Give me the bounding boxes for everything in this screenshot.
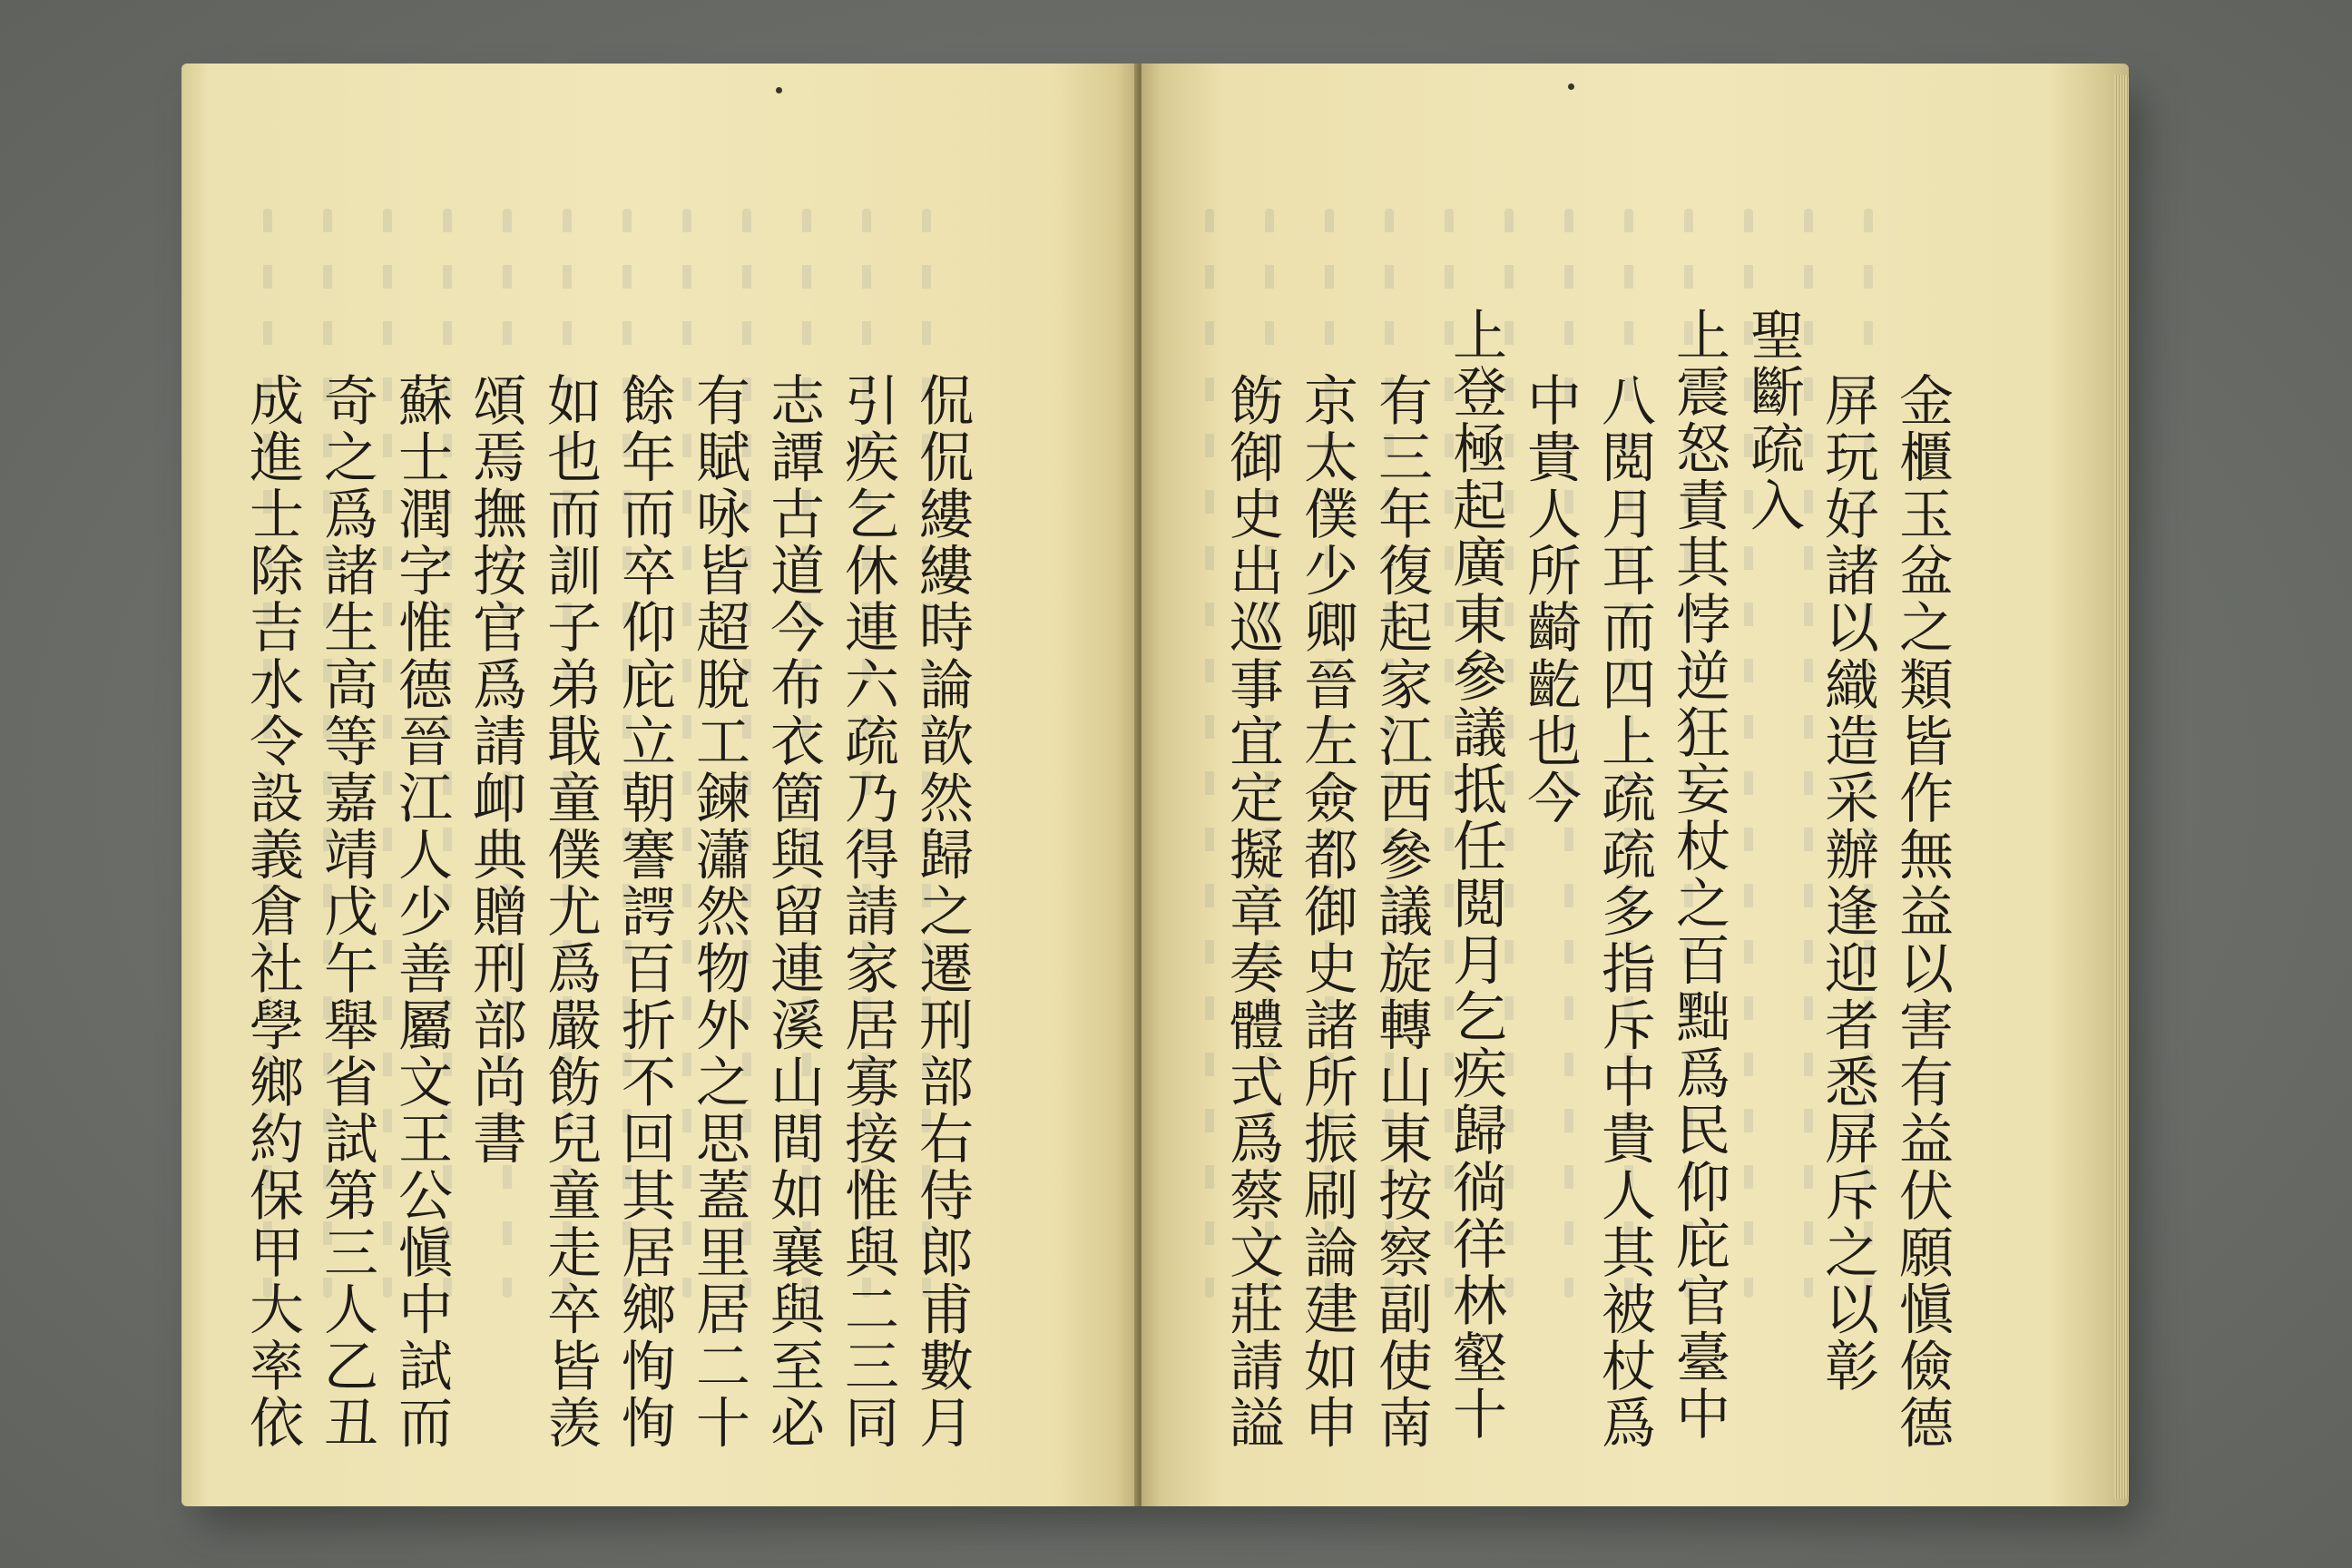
- page-mark: [1568, 83, 1574, 90]
- text-column: 侃侃縷縷時論歆然歸之遷刑部右侍郎甫數月: [910, 372, 974, 1452]
- text-column: 上震怒責其悖逆狂妄杖之百黜爲民仰庇官臺中: [1667, 307, 1730, 1443]
- text-column: 飭御史出巡事宜定擬章奏體式爲蔡文莊請謚: [1220, 372, 1284, 1452]
- text-column: 屏玩好諸以織造采辦逢迎者悉屏斥之以彰: [1816, 372, 1879, 1395]
- text-column: 八閲月耳而四上疏疏多指斥中貴人其被杖爲: [1592, 372, 1656, 1452]
- text-column: 有三年復起家江西參議旋轉山東按察副使南: [1369, 372, 1433, 1452]
- text-column: 上登極起廣東參議抵任閲月乞疾歸徜徉林壑十: [1444, 307, 1507, 1443]
- text-column: 聖斷疏入: [1741, 307, 1805, 534]
- left-page: [181, 64, 1138, 1506]
- text-column: 蘇士潤字惟德晉江人少善屬文王公愼中試而: [389, 372, 453, 1452]
- left-page-text: [225, 372, 974, 1452]
- text-column: 志譚古道今布衣箇與留連溪山間如襄與至必: [761, 372, 825, 1452]
- text-column: 京太僕少卿晉左僉都御史諸所振刷論建如申: [1295, 372, 1358, 1452]
- page-mark: [776, 87, 782, 93]
- open-book: [181, 64, 2129, 1506]
- text-column: 成進士除吉水令設義倉社學鄉約保甲大率依: [240, 372, 304, 1452]
- text-column: 奇之爲諸生高等嘉靖戊午舉省試第三人乙丑: [315, 372, 378, 1452]
- text-column: 引疾乞休連六疏乃得請家居寡接惟與二三同: [836, 372, 899, 1452]
- right-page: [1142, 64, 2129, 1506]
- right-page-edges: [2114, 74, 2129, 1499]
- right-page-text: [1205, 307, 1954, 1452]
- text-column: 金櫃玉盆之類皆作無益以害有益伏願愼儉德: [1890, 372, 1954, 1452]
- left-page-edges: [181, 78, 183, 1494]
- text-column: 餘年而卒仰庇立朝謇諤百折不回其居鄉恂恂: [612, 372, 676, 1452]
- text-column: 頌焉撫按官爲請卹典贈刑部尚書: [464, 372, 527, 1168]
- text-column: 中貴人所齮齕也今: [1518, 372, 1582, 827]
- text-column: 如也而訓子弟戢童僕尤爲嚴飭兒童走卒皆羡: [538, 372, 602, 1452]
- text-column: 有賦咏皆超脫工鍊瀟然物外之思蓋里居二十: [687, 372, 750, 1452]
